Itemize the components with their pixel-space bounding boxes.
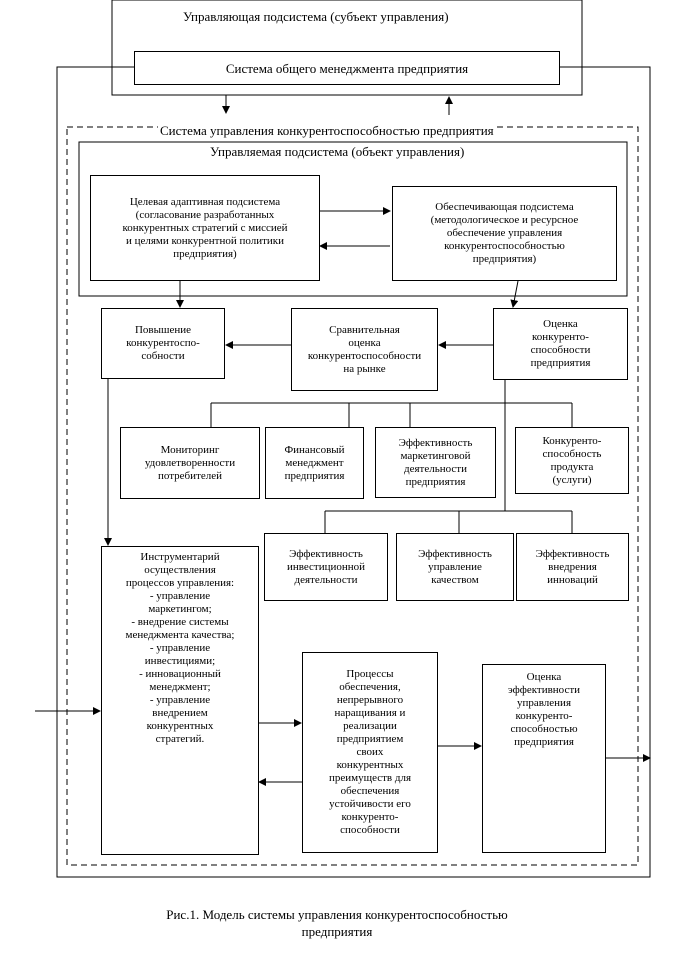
innovation-efficiency-box: Эффективность внедрения инноваций <box>516 533 629 601</box>
processes-box: Процессы обеспечения, непрерывного наращивания и реализации предприятием своих конкурентных преимуществ для обеспечения устойчивости его конкуренто- способности <box>302 652 438 853</box>
competitiveness-system-title: Система управления конкурентоспособностью предприятия <box>160 123 494 138</box>
marketing-efficiency-box: Эффективность маркетинговой деятельности предприятия <box>375 427 496 498</box>
product-competitiveness-box: Конкуренто- способность продукта (услуги) <box>515 427 629 494</box>
quality-efficiency-box: Эффективность управление качеством <box>396 533 514 601</box>
assessment-box: Оценка конкуренто- способности предприятия <box>493 308 628 380</box>
target-adaptive-box: Целевая адаптивная подсистема (согласование разработанных конкурентных стратегий с миссией и целями конкурентной политики предприятия) <box>90 175 320 281</box>
supporting-box: Обеспечивающая подсистема (методологическое и ресурсное обеспечение управления конкурентоспособностью предприятия) <box>392 186 617 281</box>
general-management-box: Система общего менеджмента предприятия <box>134 51 560 85</box>
figure-caption <box>100 906 574 940</box>
toolkit-box: Инструментарий осуществления процессов управления: - управление маркетингом; - внедрение системы менеджмента качества; - управление инвестициями; - инновационный менеджмент; - управление внедрением конкурентных стратегий. <box>101 546 259 855</box>
increase-box: Повышение конкурентоспо- собности <box>101 308 225 379</box>
efficiency-evaluation-box: Оценка эффективности управления конкуренто- способностью предприятия <box>482 664 606 853</box>
managed-subsystem-title: Управляемая подсистема (объект управления) <box>210 144 465 159</box>
control-subsystem-title: Управляющая подсистема (субъект управления) <box>183 9 449 24</box>
monitoring-box: Мониторинг удовлетворенности потребителей <box>120 427 260 499</box>
financial-box: Финансовый менеджмент предприятия <box>265 427 364 499</box>
caption-line-2: предприятия <box>301 924 373 939</box>
investment-efficiency-box: Эффективность инвестиционной деятельности <box>264 533 388 601</box>
caption-line-1: Рис.1. Модель системы управления конкурентоспособностью <box>166 907 508 922</box>
comparative-box: Сравнительная оценка конкурентоспособности на рынке <box>291 308 438 391</box>
